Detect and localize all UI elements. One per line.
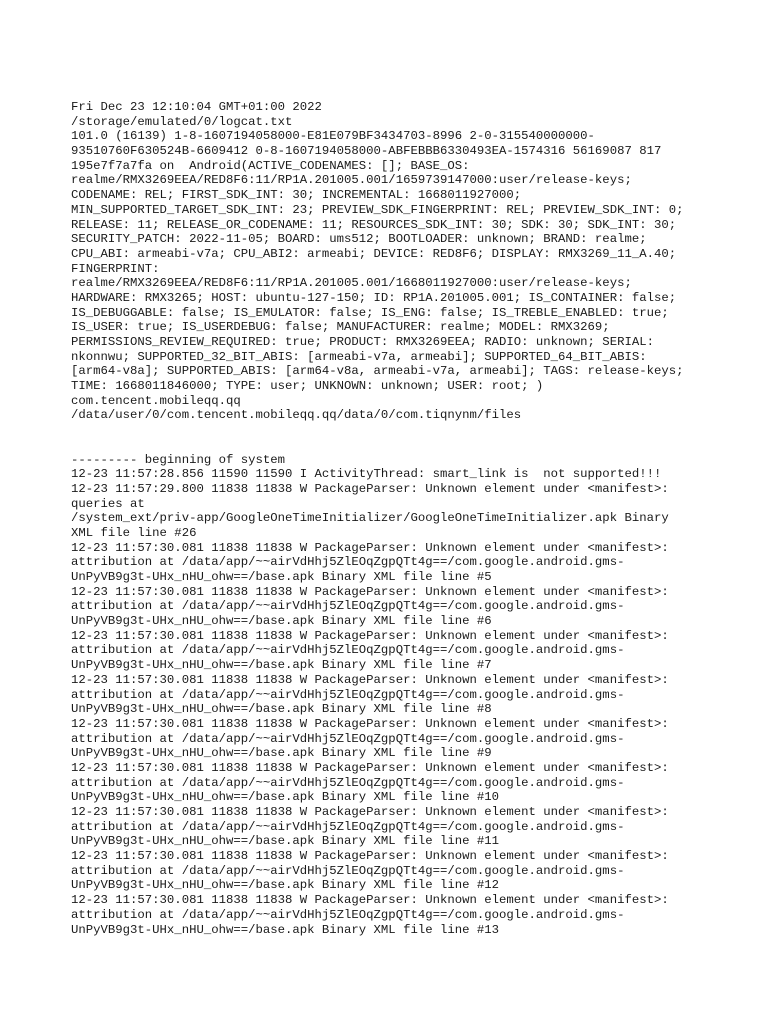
header-line: IS_USER: true; IS_USERDEBUG: false; MANUFACTURER: realme; MODEL: RMX3269; — [71, 320, 610, 335]
log-line: UnPyVB9g3t-UHx_nHU_ohw==/base.apk Binary XML file line #5 — [71, 570, 492, 584]
log-line: attribution at /data/app/~~airVdHhj5ZlEOqZgpQTt4g==/com.google.android.gms- — [71, 775, 625, 790]
header-line: nkonnwu; SUPPORTED_32_BIT_ABIS: [armeabi-v7a, armeabi]; SUPPORTED_64_BIT_ABIS: — [71, 349, 647, 364]
log-line: attribution at /data/app/~~airVdHhj5ZlEOqZgpQTt4g==/com.google.android.gms- — [71, 907, 625, 922]
header-line: TIME: 1668011846000; TYPE: user; UNKNOWN: unknown; USER: root; ) — [71, 379, 544, 394]
header-line: RELEASE: 11; RELEASE_OR_CODENAME: 11; RESOURCES_SDK_INT: 30; SDK: 30; SDK_INT: 30; — [71, 217, 677, 232]
header-line: SECURITY_PATCH: 2022-11-05; BOARD: ums512; BOOTLOADER: unknown; BRAND: realme; — [71, 232, 647, 247]
log-line: 12-23 11:57:30.081 11838 11838 W PackageParser: Unknown element under <manifest>: — [71, 893, 669, 908]
log-line: queries at — [71, 496, 145, 511]
log-line: 12-23 11:57:30.081 11838 11838 W PackageParser: Unknown element under <manifest>: — [71, 716, 669, 731]
log-line: 12-23 11:57:30.081 11838 11838 W PackageParser: Unknown element under <manifest>: — [71, 540, 669, 555]
header-line: IS_DEBUGGABLE: false; IS_EMULATOR: false; IS_ENG: false; IS_TREBLE_ENABLED: true; — [71, 305, 669, 320]
log-block — [71, 453, 761, 938]
header-line: realme/RMX3269EEA/RED8F6:11/RP1A.201005.001/1668011927000:user/release-keys; — [71, 276, 632, 291]
log-line: attribution at /data/app/~~airVdHhj5ZlEOqZgpQTt4g==/com.google.android.gms- — [71, 863, 625, 878]
header-line: realme/RMX3269EEA/RED8F6:11/RP1A.201005.001/1659739147000:user/release-keys; — [71, 173, 632, 188]
log-line: 12-23 11:57:30.081 11838 11838 W PackageParser: Unknown element under <manifest>: — [71, 628, 669, 643]
header-line: CODENAME: REL; FIRST_SDK_INT: 30; INCREMENTAL: 1668011927000; — [71, 188, 522, 203]
blank-line — [71, 423, 761, 438]
log-line: 12-23 11:57:30.081 11838 11838 W PackageParser: Unknown element under <manifest>: — [71, 849, 669, 864]
header-line: /data/user/0/com.tencent.mobileqq.qq/data/0/com.tiqnynm/files — [71, 408, 522, 423]
log-line: 12-23 11:57:30.081 11838 11838 W PackageParser: Unknown element under <manifest>: — [71, 760, 669, 775]
log-line: 12-23 11:57:29.800 11838 11838 W PackageParser: Unknown element under <manifest>: — [71, 481, 669, 496]
header-line: com.tencent.mobileqq.qq — [71, 393, 241, 408]
log-line: attribution at /data/app/~~airVdHhj5ZlEOqZgpQTt4g==/com.google.android.gms- — [71, 643, 625, 658]
log-line: UnPyVB9g3t-UHx_nHU_ohw==/base.apk Binary XML file line #12 — [71, 878, 500, 893]
log-line: attribution at /data/app/~~airVdHhj5ZlEOqZgpQTt4g==/com.google.android.gms- — [71, 599, 625, 614]
header-line: PERMISSIONS_REVIEW_REQUIRED: true; PRODUCT: RMX3269EEA; RADIO: unknown; SERIAL: — [71, 335, 654, 349]
logcat-text — [71, 100, 761, 937]
header-line: HARDWARE: RMX3265; HOST: ubuntu-127-150; ID: RP1A.201005.001; IS_CONTAINER: false; — [71, 290, 677, 305]
log-line: /system_ext/priv-app/GoogleOneTimeInitializer/GoogleOneTimeInitializer.apk Binary — [71, 511, 669, 526]
header-line: CPU_ABI: armeabi-v7a; CPU_ABI2: armeabi; DEVICE: RED8F6; DISPLAY: RMX3269_11_A.40; — [71, 246, 677, 261]
log-line: 12-23 11:57:30.081 11838 11838 W PackageParser: Unknown element under <manifest>: — [71, 584, 669, 599]
log-line: 12-23 11:57:30.081 11838 11838 W PackageParser: Unknown element under <manifest>: — [71, 805, 669, 819]
log-line: attribution at /data/app/~~airVdHhj5ZlEOqZgpQTt4g==/com.google.android.gms- — [71, 555, 625, 570]
log-line: attribution at /data/app/~~airVdHhj5ZlEOqZgpQTt4g==/com.google.android.gms- — [71, 731, 625, 746]
blank-line — [71, 438, 761, 453]
log-line: XML file line #26 — [71, 525, 197, 540]
log-line: 12-23 11:57:28.856 11590 11590 I ActivityThread: smart_link is not supported!!! — [71, 467, 662, 482]
header-line: /storage/emulated/0/logcat.txt — [71, 114, 293, 129]
log-line: UnPyVB9g3t-UHx_nHU_ohw==/base.apk Binary XML file line #13 — [71, 922, 500, 937]
header-line: 93510760F630524B-6609412 0-8-1607194058000-ABFEBBB6330493EA-1574316 56169087 817 — [71, 144, 662, 159]
header-line: MIN_SUPPORTED_TARGET_SDK_INT: 23; PREVIEW_SDK_FINGERPRINT: REL; PREVIEW_SDK_INT: 0; — [71, 202, 684, 217]
log-line: UnPyVB9g3t-UHx_nHU_ohw==/base.apk Binary XML file line #7 — [71, 658, 492, 673]
header-line: 195e7f7a7fa on Android(ACTIVE_CODENAMES: []; BASE_OS: — [71, 158, 470, 173]
log-line: attribution at /data/app/~~airVdHhj5ZlEOqZgpQTt4g==/com.google.android.gms- — [71, 819, 625, 834]
log-line: attribution at /data/app/~~airVdHhj5ZlEOqZgpQTt4g==/com.google.android.gms- — [71, 687, 625, 702]
header-line: [arm64-v8a]; SUPPORTED_ABIS: [arm64-v8a, armeabi-v7a, armeabi]; TAGS: release-keys; — [71, 364, 684, 379]
header-line: FINGERPRINT: — [71, 261, 160, 276]
header-block — [71, 100, 761, 423]
log-line: UnPyVB9g3t-UHx_nHU_ohw==/base.apk Binary XML file line #6 — [71, 614, 492, 629]
log-line: UnPyVB9g3t-UHx_nHU_ohw==/base.apk Binary XML file line #11 — [71, 834, 500, 849]
log-line: --------- beginning of system — [71, 452, 286, 467]
header-line: Fri Dec 23 12:10:04 GMT+01:00 2022 — [71, 100, 322, 114]
log-line: 12-23 11:57:30.081 11838 11838 W PackageParser: Unknown element under <manifest>: — [71, 672, 669, 687]
log-line: UnPyVB9g3t-UHx_nHU_ohw==/base.apk Binary XML file line #9 — [71, 746, 492, 761]
log-line: UnPyVB9g3t-UHx_nHU_ohw==/base.apk Binary XML file line #8 — [71, 702, 492, 717]
log-line: UnPyVB9g3t-UHx_nHU_ohw==/base.apk Binary XML file line #10 — [71, 790, 500, 805]
header-line: 101.0 (16139) 1-8-1607194058000-E81E079BF3434703-8996 2-0-315540000000- — [71, 129, 595, 144]
